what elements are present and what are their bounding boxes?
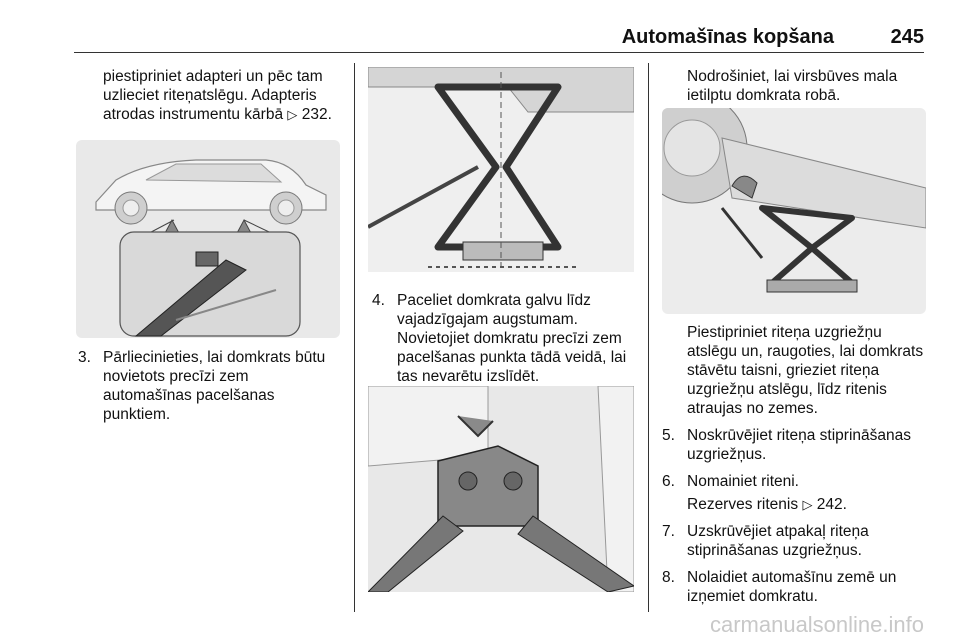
page-number: 245 bbox=[890, 26, 924, 48]
figure-jack-under-sill bbox=[662, 108, 926, 314]
figure-car-lift-points bbox=[76, 140, 340, 338]
page-reference-arrow-icon: ▷ bbox=[287, 107, 298, 122]
column-1-step3 bbox=[78, 348, 340, 424]
list-item: 3. Pārliecinieties, lai domkrats būtu novietots precīzi zem automašīnas pacelšanas punktiem. bbox=[78, 349, 326, 423]
list-item: 5. Noskrūvējiet riteņa stiprināšanas uzgriežņus. bbox=[662, 427, 911, 463]
watermark: carmanualsonline.info bbox=[709, 612, 924, 637]
column-3-steps bbox=[662, 323, 924, 606]
page-reference-arrow-icon: ▷ bbox=[802, 497, 813, 512]
figure-jack-raised bbox=[368, 67, 634, 272]
step6-sub: Rezerves ritenis ▷ 242. bbox=[687, 496, 847, 513]
col1-intro: piestipriniet adapteri un pēc tam uzlieciet riteņatslēgu. Adapteris atrodas instrumentu kārbā ▷ 232. bbox=[103, 68, 332, 123]
column-1 bbox=[78, 67, 340, 124]
column-3-intro bbox=[662, 67, 924, 105]
list-item: 6. Nomainiet riteni. bbox=[662, 473, 799, 490]
list-item: 4. Paceliet domkrata galvu līdz vajadzīgajam augstumam. Novietojiet domkratu precīzi zem pacelšanas punkta tādā veidā, lai tas nevarētu izslīdēt. bbox=[372, 292, 627, 385]
col3-para2: Piestipriniet riteņa uzgriežņu atslēgu un, raugoties, lai domkrats stāvētu taisni, grieziet riteņa uzgriežņu atslēgu, līdz ritenis atraujas no zemes. bbox=[687, 324, 924, 417]
page-title: Automašīnas kopšana bbox=[621, 26, 834, 48]
column-2-step4 bbox=[372, 291, 634, 386]
col3-intro: Nodrošiniet, lai virsbūves mala ietilptu domkrata robā. bbox=[687, 68, 898, 104]
page-header bbox=[74, 26, 924, 53]
column-divider-left bbox=[354, 63, 355, 612]
list-item: 7. Uzskrūvējiet atpakaļ riteņa stiprināšanas uzgriežņus. bbox=[662, 523, 869, 559]
list-item: 8. Nolaidiet automašīnu zemē un izņemiet domkratu. bbox=[662, 569, 897, 605]
column-divider-right bbox=[648, 63, 649, 612]
figure-jack-head-detail bbox=[368, 386, 634, 592]
